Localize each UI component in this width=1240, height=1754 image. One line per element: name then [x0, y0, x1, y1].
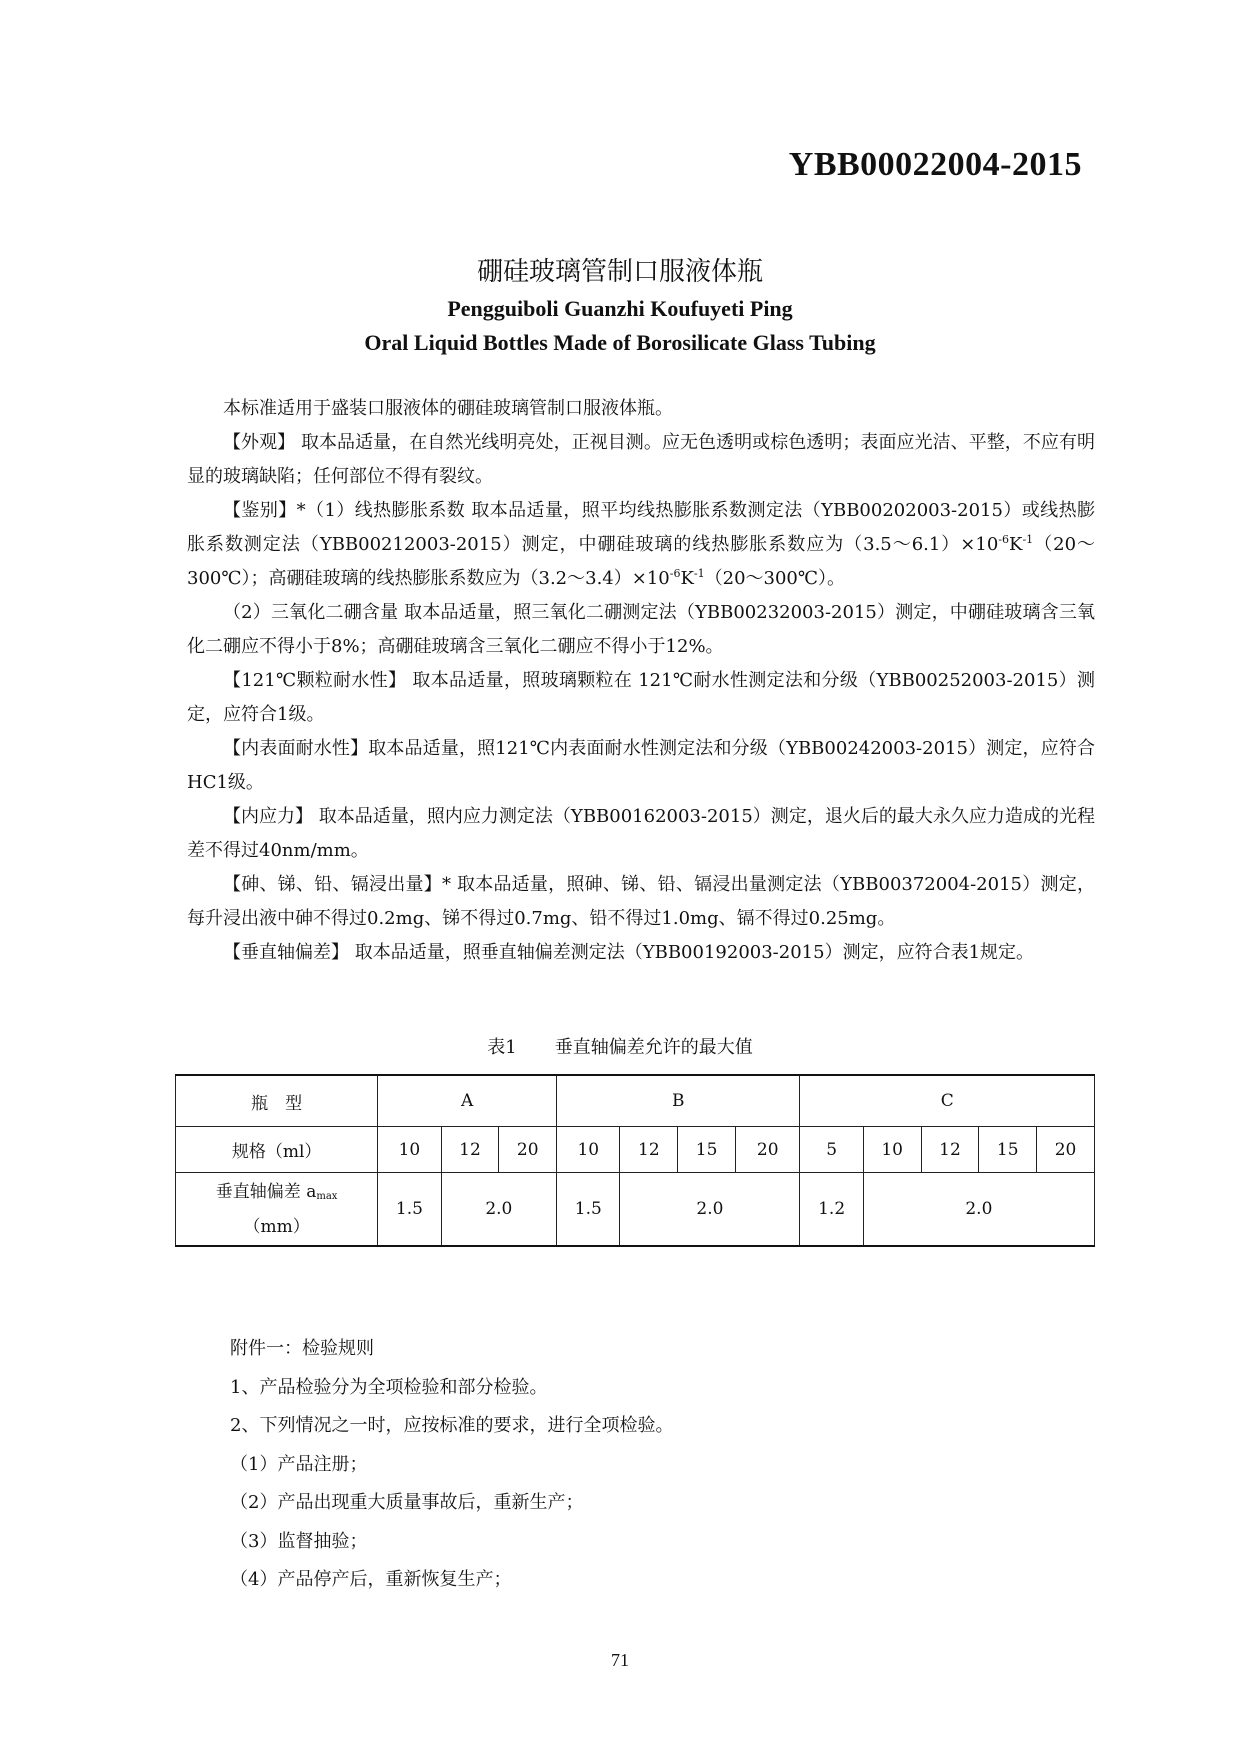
exponent: -6 [998, 533, 1009, 546]
identification-text-b: （20～300℃）；高硼硅玻璃的线热膨胀系数应为（3.2～3.4）×10 [187, 534, 1095, 589]
table-cell: 15 [979, 1127, 1037, 1173]
table-cell: 12 [620, 1127, 678, 1173]
table-cell: 15 [678, 1127, 736, 1173]
deviation-subscript: max [316, 1190, 338, 1202]
table-title: 垂直轴偏差允许的最大值 [554, 1037, 753, 1058]
table-cell: 1.5 [378, 1173, 441, 1247]
table-cell: 10 [863, 1127, 921, 1173]
table-cell: 2.0 [441, 1173, 557, 1247]
unit-k: K [680, 568, 694, 589]
list-item: （2）产品出现重大质量事故后，重新生产； [230, 1492, 584, 1513]
standard-body [187, 392, 1095, 970]
title-block [0, 252, 1240, 360]
identification-text-c: （20～300℃）。 [704, 568, 846, 589]
exponent: -1 [1022, 533, 1034, 546]
identification-paragraph [187, 494, 1095, 596]
table-cell: 2.0 [863, 1173, 1094, 1247]
document-code: YBB00022004-2015 [788, 146, 1082, 183]
table-header-label: 瓶 型 [176, 1075, 378, 1127]
unit-k: K [1009, 534, 1023, 555]
table-cell: A [378, 1075, 557, 1127]
table-header-label [176, 1173, 378, 1247]
annex-title: 附件一：检验规则 [230, 1338, 374, 1359]
table-cell: 20 [736, 1127, 800, 1173]
table-cell: 20 [1037, 1127, 1095, 1173]
table-cell: 2.0 [620, 1173, 800, 1247]
table-cell: 1.5 [557, 1173, 620, 1247]
title-pinyin: Pengguiboli Guanzhi Koufuyeti Ping [447, 296, 793, 321]
deviation-table [175, 1074, 1095, 1247]
scope-paragraph: 本标准适用于盛装口服液体的硼硅玻璃管制口服液体瓶。 [223, 398, 673, 419]
list-item: （3）监督抽验； [230, 1530, 368, 1552]
table-cell: 1.2 [800, 1173, 863, 1247]
table-cell: C [800, 1075, 1095, 1127]
table-cell: 20 [499, 1127, 557, 1173]
surface-water-resistance-paragraph: 【内表面耐水性】取本品适量，照121℃内表面耐水性测定法和分级（YBB00242003-2015）测定，应符合HC1级。 [187, 738, 1095, 793]
exponent: -6 [669, 567, 681, 580]
table-row [176, 1173, 1095, 1247]
table-number: 表1 [487, 1037, 517, 1058]
annex-section [230, 1330, 673, 1600]
table-cell: 10 [557, 1127, 620, 1173]
title-english: Oral Liquid Bottles Made of Borosilicate Glass Tubing [364, 330, 876, 355]
identification-text-a: 【鉴别】*（1）线热膨胀系数 取本品适量，照平均线热膨胀系数测定法（YBB00202003-2015）或线热膨胀系数测定法（YBB00212003-2015）测定，中硼硅玻璃的线热膨胀系数应为（3.5～6.1）×10 [187, 500, 1095, 555]
metal-leaching-paragraph: 【砷、锑、铅、镉浸出量】* 取本品适量，照砷、锑、铅、镉浸出量测定法（YBB00372004-2015）测定，每升浸出液中砷不得过0.2mg、锑不得过0.7mg、铅不得过1.0mg、镉不得过0.25mg。 [187, 874, 1095, 929]
table-cell: 12 [921, 1127, 979, 1173]
title-chinese: 硼硅玻璃管制口服液体瓶 [476, 257, 763, 287]
exponent: -1 [693, 567, 705, 580]
table-caption [0, 1036, 1240, 1060]
table-row [176, 1127, 1095, 1173]
list-item: （4）产品停产后，重新恢复生产； [230, 1569, 512, 1590]
deviation-unit: （mm） [243, 1216, 310, 1237]
page-number: 71 [611, 1650, 629, 1670]
deviation-label: 垂直轴偏差 a [215, 1181, 317, 1202]
table-cell: B [557, 1075, 800, 1127]
table-cell: 10 [378, 1127, 441, 1173]
boron-oxide-paragraph: （2）三氧化二硼含量 取本品适量，照三氧化二硼测定法（YBB00232003-2015）测定，中硼硅玻璃含三氧化二硼应不得小于8%；高硼硅玻璃含三氧化二硼应不得小于12%。 [187, 602, 1095, 657]
table-header-label: 规格（ml） [176, 1127, 378, 1173]
list-item: 2、下列情况之一时，应按标准的要求，进行全项检验。 [230, 1415, 674, 1436]
appearance-paragraph: 【外观】 取本品适量，在自然光线明亮处，正视目测。应无色透明或棕色透明；表面应光洁、平整，不应有明显的玻璃缺陷；任何部位不得有裂纹。 [187, 432, 1095, 487]
table-cell: 5 [800, 1127, 863, 1173]
internal-stress-paragraph: 【内应力】 取本品适量，照内应力测定法（YBB00162003-2015）测定，退火后的最大永久应力造成的光程差不得过40nm/mm。 [187, 806, 1095, 861]
grain-water-resistance-paragraph: 【121℃颗粒耐水性】 取本品适量，照玻璃颗粒在 121℃耐水性测定法和分级（YBB00252003-2015）测定，应符合1级。 [187, 670, 1095, 725]
list-item: 1、产品检验分为全项检验和部分检验。 [230, 1376, 548, 1398]
table-cell: 12 [441, 1127, 499, 1173]
axis-deviation-paragraph: 【垂直轴偏差】 取本品适量，照垂直轴偏差测定法（YBB00192003-2015）测定，应符合表1规定。 [223, 942, 1035, 963]
list-item: （1）产品注册； [230, 1453, 368, 1475]
table-row [176, 1075, 1095, 1127]
